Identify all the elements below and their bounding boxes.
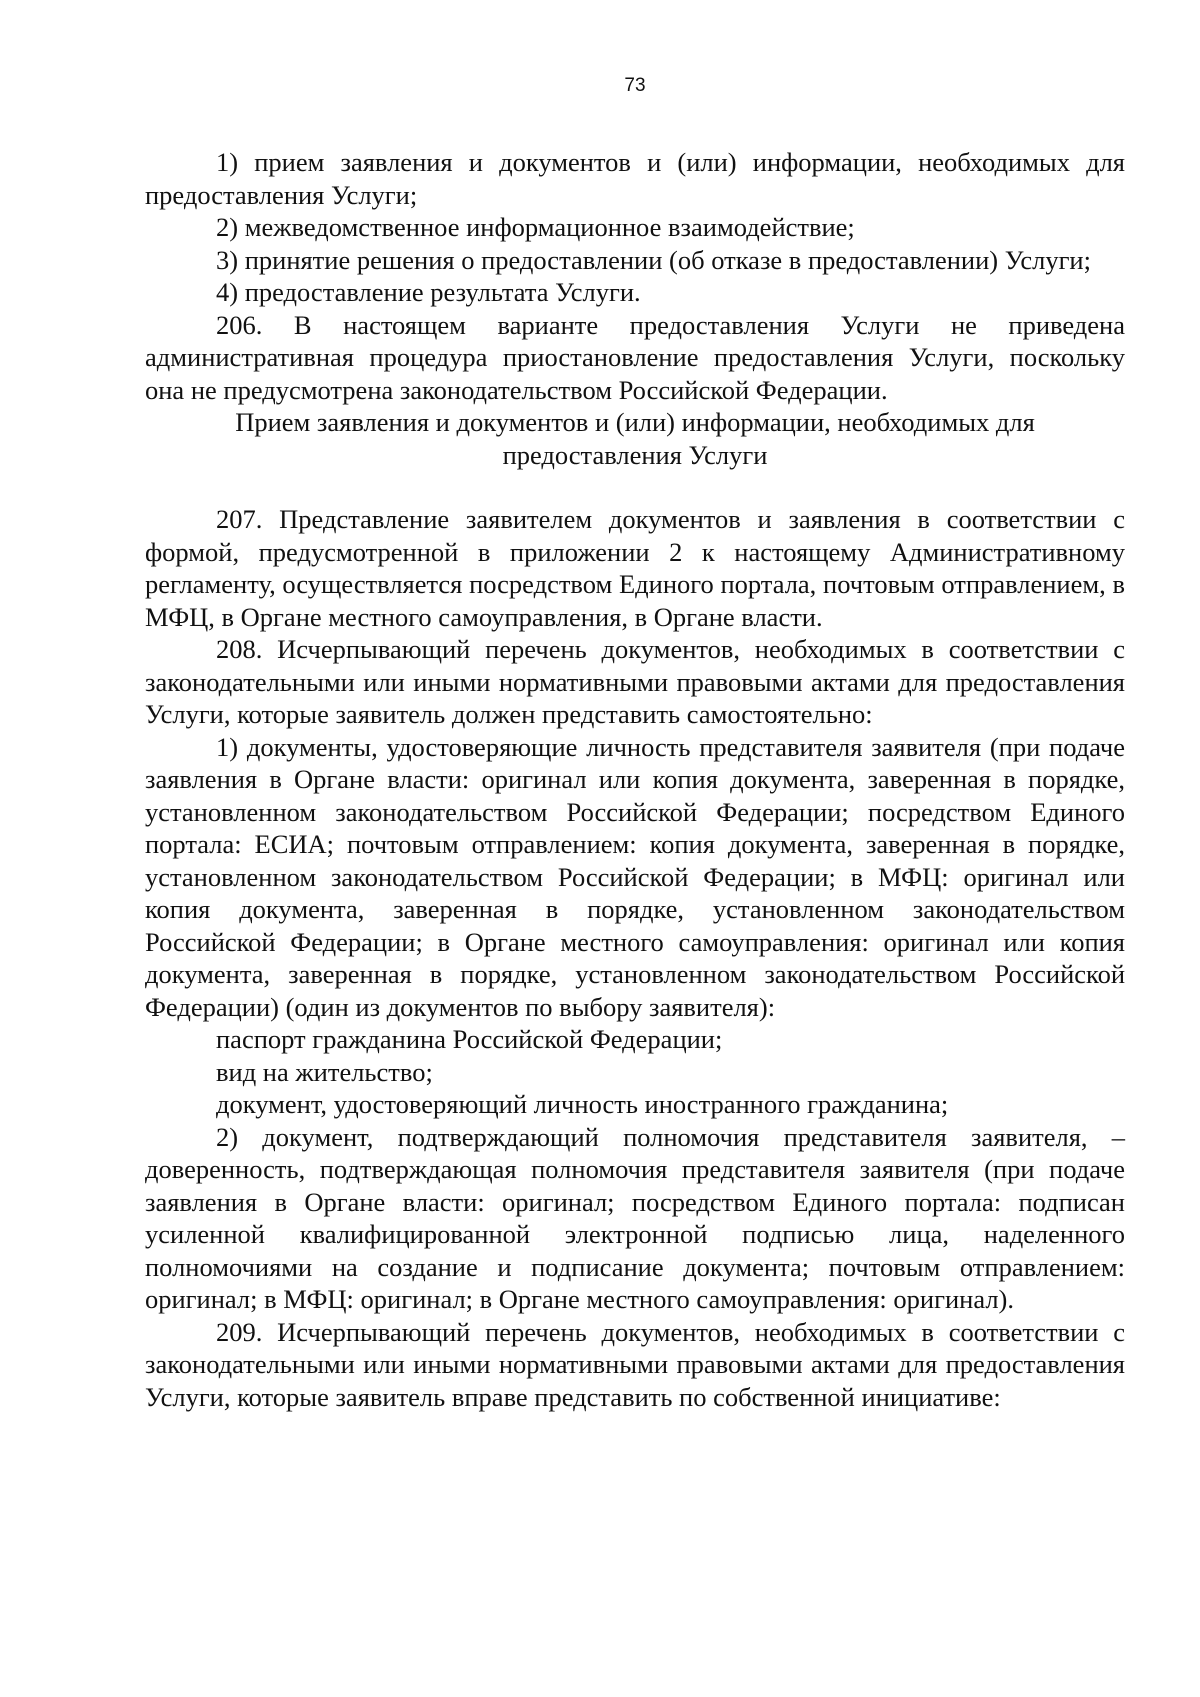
list-item-4: 4) предоставление результата Услуги. [216, 277, 641, 307]
document-list-item-foreign-id: документ, удостоверяющий личность иностранного гражданина; [216, 1089, 949, 1119]
paragraph-209: 209. Исчерпывающий перечень документов, необходимых в соответствии с законодательными или иными нормативными правовыми актами для предоставления Услуги, которые заявитель вправе представить по собственной инициативе: [145, 1316, 1125, 1412]
paragraph-206: 206. В настоящем варианте предоставления Услуги не приведена административная процедура приостановление предоставления Услуги, поскольку она не предусмотрена законодательством Российской Федерации. [145, 309, 1125, 405]
list-item-2: 2) межведомственное информационное взаимодействие; [216, 212, 855, 242]
document-page [145, 0, 1125, 1697]
page-number: 73 [624, 75, 646, 96]
document-body [145, 146, 1125, 1413]
section-heading: Прием заявления и документов и (или) информации, необходимых для предоставления Услуги [235, 407, 1035, 470]
paragraph-207: 207. Представление заявителем документов и заявления в соответствии с формой, предусмотренной в приложении 2 к настоящему Административному регламенту, осуществляется посредством Единого портала, почтовым отправлением, в МФЦ, в Органе местного самоуправления, в Органе власти. [145, 504, 1125, 632]
paragraph-208-item-1: 1) документы, удостоверяющие личность представителя заявителя (при подаче заявления в Органе власти: оригинал или копия документа, заверенная в порядке, установленном законодательством Российской Федерации; посредством Единого портала: ЕСИА; почтовым отправлением: копия документа, заверенная в порядке, установленном законодательством Российской Федерации; в МФЦ: оригинал или копия документа, заверенная в порядке, установленном законодательством Российской Федерации; в Органе местного самоуправления: оригинал или копия документа, заверенная в порядке, установленном законодательством Российской Федерации) (один из документов по выбору заявителя): [145, 731, 1125, 1022]
document-list-item-residence: вид на жительство; [216, 1056, 433, 1087]
document-list-item-passport: паспорт гражданина Российской Федерации; [216, 1024, 723, 1054]
list-item-1: 1) прием заявления и документов и (или) информации, необходимых для предоставления Услуги; [145, 147, 1125, 210]
paragraph-208: 208. Исчерпывающий перечень документов, необходимых в соответствии с законодательными или иными нормативными правовыми актами для предоставления Услуги, которые заявитель должен представить самостоятельно: [145, 634, 1125, 729]
paragraph-208-item-2: 2) документ, подтверждающий полномочия представителя заявителя, – доверенность, подтверждающая полномочия представителя заявителя (при подаче заявления в Органе власти: оригинал; посредством Единого портала: подписан усиленной квалифицированной электронной подписью лица, наделенного полномочиями на создание и подписание документа; почтовым отправлением: оригинал; в МФЦ: оригинал; в Органе местного самоуправления: оригинал). [145, 1121, 1125, 1314]
spacer [145, 471, 1125, 503]
list-item-3: 3) принятие решения о предоставлении (об отказе в предоставлении) Услуги; [216, 244, 1091, 275]
